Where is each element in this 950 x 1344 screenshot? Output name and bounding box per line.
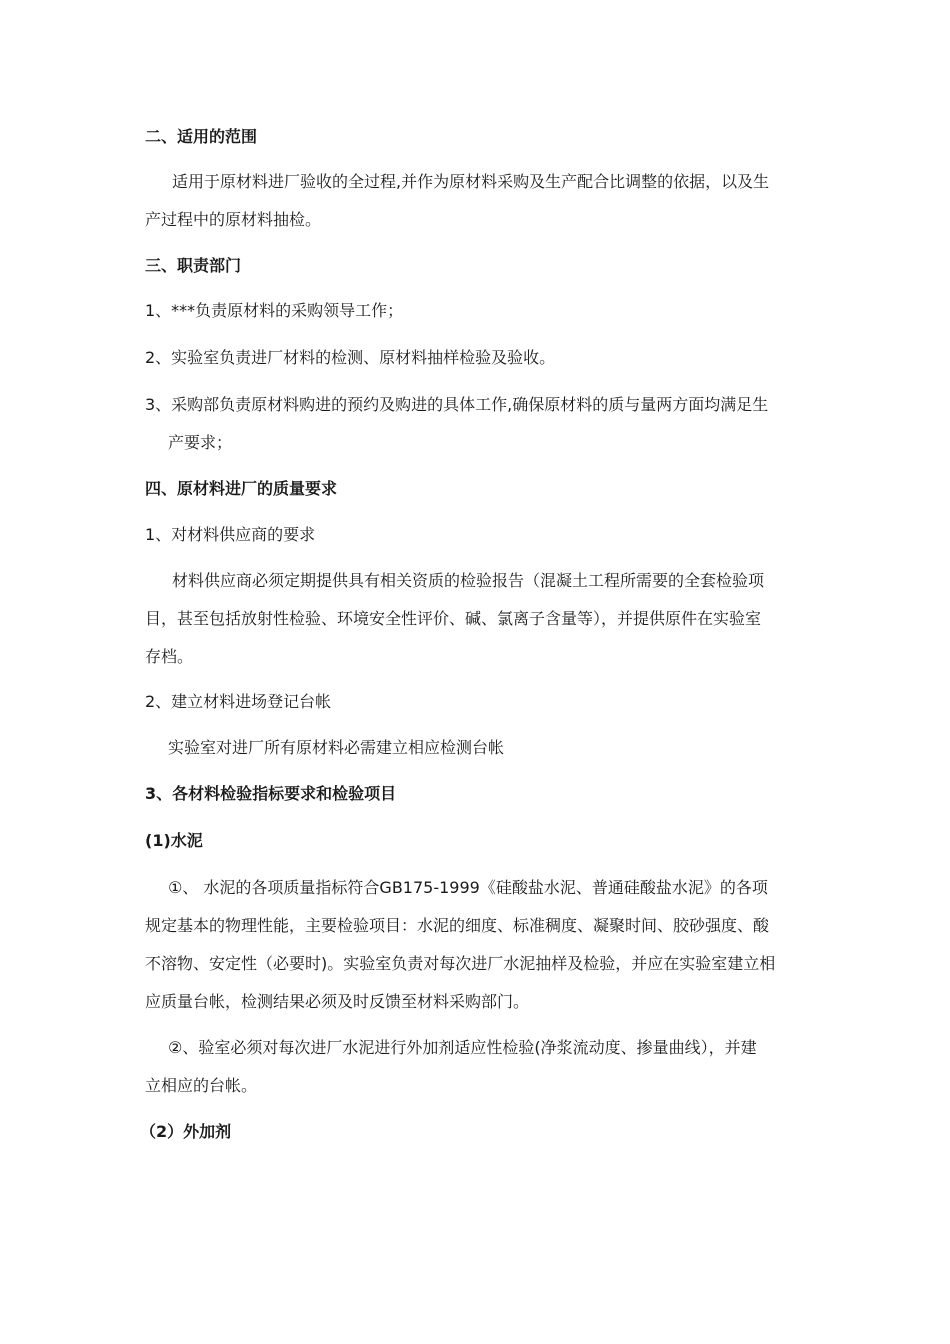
paragraph-line: 立相应的台帐。 — [145, 1076, 258, 1095]
paragraph-line: 目，甚至包括放射性检验、环境安全性评价、碱、氯离子含量等），并提供原件在实验室 — [145, 609, 762, 628]
paragraph-line: 产过程中的原材料抽检。 — [145, 210, 322, 229]
section-heading-duty: 三、职责部门 — [145, 256, 242, 275]
paragraph-line: 实验室对进厂所有原材料必需建立相应检测台帐 — [168, 738, 505, 757]
section-heading-scope: 二、适用的范围 — [145, 127, 258, 146]
list-item: 3、采购部负责原材料购进的预约及购进的具体工作,确保原材料的质与量两方面均满足生 — [145, 395, 769, 414]
list-item: 2、实验室负责进厂材料的检测、原材料抽样检验及验收。 — [145, 348, 556, 367]
list-item: 1、***负责原材料的采购领导工作； — [145, 301, 404, 320]
paragraph-line: ①、 水泥的各项质量指标符合GB175-1999《硅酸盐水泥、普通硅酸盐水泥》的各项 — [168, 878, 768, 897]
item-title-admixture: （2）外加剂 — [140, 1122, 232, 1141]
paragraph-line: 存档。 — [145, 647, 194, 666]
subsection-title: 2、建立材料进场登记台帐 — [145, 692, 332, 711]
paragraph-line: 适用于原材料进厂验收的全过程,并作为原材料采购及生产配合比调整的依据，以及生 — [172, 172, 770, 191]
paragraph-line: 不溶物、安定性（必要时)。实验室负责对每次进厂水泥抽样及检验，并应在实验室建立相 — [145, 954, 776, 973]
section-heading-quality: 四、原材料进厂的质量要求 — [145, 479, 338, 498]
item-title-cement: (1)水泥 — [145, 831, 203, 850]
paragraph-line: 规定基本的物理性能，主要检验项目：水泥的细度、标准稠度、凝聚时间、胶砂强度、酸 — [145, 916, 770, 935]
paragraph-line: ②、验室必须对每次进厂水泥进行外加剂适应性检验(净浆流动度、掺量曲线），并建 — [168, 1038, 757, 1057]
list-item-continuation: 产要求； — [168, 433, 233, 452]
paragraph-line: 应质量台帐，检测结果必须及时反馈至材料采购部门。 — [145, 992, 530, 1011]
subsection-title-bold: 3、各材料检验指标要求和检验项目 — [145, 784, 397, 803]
paragraph-line: 材料供应商必须定期提供具有相关资质的检验报告（混凝土工程所需要的全套检验项 — [172, 571, 765, 590]
subsection-title: 1、对材料供应商的要求 — [145, 525, 316, 544]
